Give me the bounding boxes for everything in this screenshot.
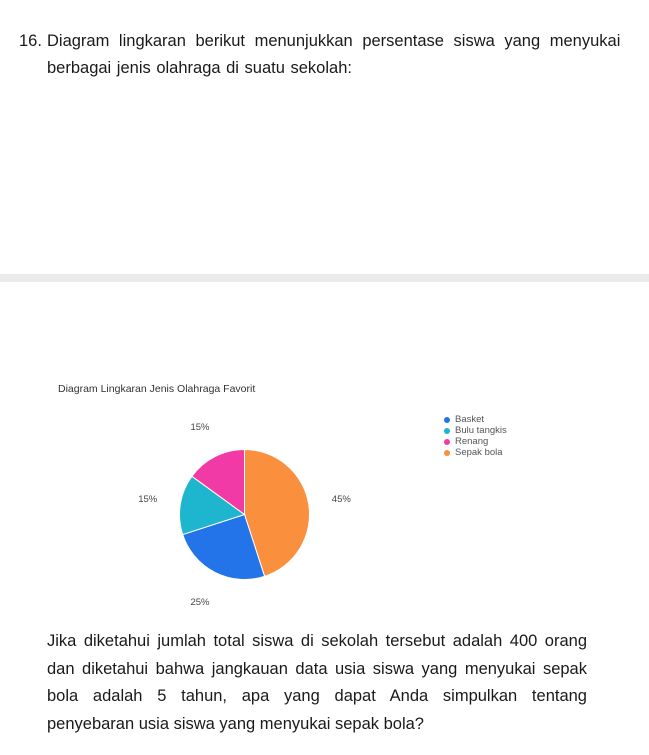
chart-title: Diagram Lingkaran Jenis Olahraga Favorit	[58, 383, 256, 395]
question-body: Jika diketahui jumlah total siswa di sekolah tersebut adalah 400 orang dan diketahui bahwa jangkauan data usia siswa yang menyukai sepak bola adalah 5 tahun, apa yang dapat Anda simpulkan tentang penyebaran usia siswa yang menyukai sepak bola?	[47, 632, 587, 733]
question-number: 16.	[19, 32, 42, 50]
legend-label-renang: Renang	[455, 436, 489, 447]
pie-label-basket: 25%	[190, 596, 210, 608]
pie-label-renang: 15%	[190, 422, 210, 434]
legend-label-sepak-bola: Sepak bola	[455, 447, 503, 458]
legend-marker-sepak-bola	[444, 450, 450, 456]
legend-marker-renang	[444, 439, 450, 445]
pie-label-bulu-tangkis: 15%	[138, 494, 158, 506]
pie-label-sepak-bola: 45%	[331, 494, 351, 506]
legend-item-sepak-bola	[444, 447, 507, 458]
legend-marker-bulu-tangkis	[444, 428, 450, 434]
legend-label-bulu-tangkis: Bulu tangkis	[455, 425, 507, 436]
chart-legend	[444, 414, 507, 458]
legend-item-basket	[444, 414, 507, 425]
legend-marker-basket	[444, 417, 450, 423]
legend-item-renang	[444, 436, 507, 447]
question-intro-line1: Diagram lingkaran berikut menunjukkan persentase siswa yang menyukai	[47, 32, 621, 50]
question-intro-line2: berbagai jenis olahraga di suatu sekolah:	[47, 59, 352, 77]
legend-label-basket: Basket	[455, 414, 485, 425]
legend-item-bulu-tangkis	[444, 425, 507, 436]
